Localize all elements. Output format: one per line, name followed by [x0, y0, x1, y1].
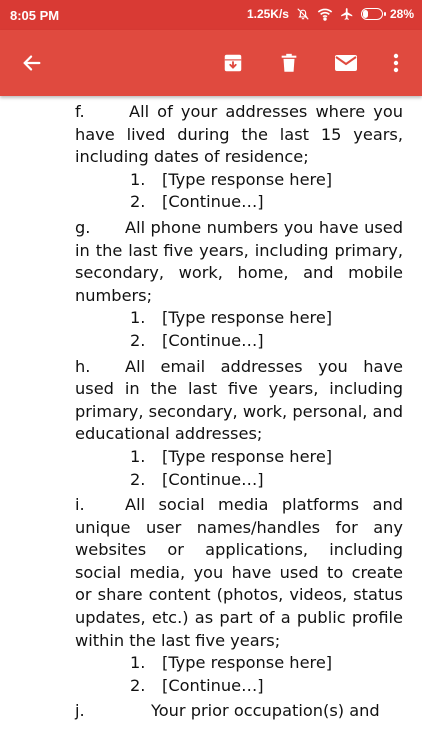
- section-label: h.: [75, 356, 91, 376]
- mail-icon: [334, 52, 358, 74]
- list-item: 2. [Continue…]: [130, 330, 264, 350]
- section-text: All social media platforms and unique user names/handles for any websites or applications, including social media, you have used to create or share content (photos, videos, status updates, etc.) as part of a public profile within the last five years;: [75, 495, 403, 650]
- section-i: [75, 494, 403, 652]
- status-right: [247, 7, 414, 21]
- delete-button[interactable]: [272, 46, 306, 80]
- section-text: Your prior occupation(s) and: [151, 701, 380, 721]
- section-label: f.: [75, 102, 85, 121]
- section-label: i.: [75, 495, 85, 515]
- list-item: 1. [Type response here]: [130, 308, 333, 328]
- section-h: [75, 356, 403, 446]
- wifi-icon: [317, 7, 333, 21]
- battery-icon: [361, 8, 383, 20]
- back-button[interactable]: [15, 46, 49, 80]
- document-body: [75, 101, 403, 723]
- list-item: 1. [Type response here]: [130, 446, 333, 466]
- back-arrow-icon: [21, 52, 43, 74]
- delete-icon: [278, 52, 300, 74]
- list-item: 2. [Continue…]: [130, 469, 264, 489]
- network-speed: 1.25K/s: [246, 7, 289, 21]
- airplane-icon: [340, 7, 354, 21]
- list-item: 1. [Type response here]: [130, 169, 333, 189]
- list-item: 2. [Continue…]: [130, 675, 264, 695]
- section-text: All phone numbers you have used in the last five years, including primary, secondary, work, home, and mobile numbers;: [75, 217, 403, 305]
- document-viewer[interactable]: [0, 96, 422, 750]
- section-label: g.: [75, 217, 91, 237]
- section-text: All email addresses you have used in the last five years, including primary, secondary, work, personal, and educational addresses;: [75, 356, 403, 444]
- section-label: j.: [75, 701, 85, 721]
- mail-button[interactable]: [329, 46, 363, 80]
- archive-icon: [222, 52, 244, 74]
- section-f: [75, 101, 403, 169]
- archive-button[interactable]: [216, 46, 250, 80]
- section-j: [75, 700, 403, 723]
- section-g: [75, 217, 403, 307]
- app-bar: [0, 30, 422, 96]
- list-item: 2. [Continue…]: [130, 192, 264, 212]
- bell-off-icon: [296, 7, 310, 21]
- more-options-button[interactable]: [379, 46, 413, 80]
- battery-percent: 28%: [389, 7, 414, 21]
- section-text: All of your addresses where you have lived during the last 15 years, including dates of residence;: [75, 102, 403, 167]
- status-bar: [0, 0, 422, 30]
- more-vert-icon: [392, 52, 400, 74]
- status-time: 8:05 PM: [10, 8, 60, 23]
- list-item: 1. [Type response here]: [130, 653, 333, 673]
